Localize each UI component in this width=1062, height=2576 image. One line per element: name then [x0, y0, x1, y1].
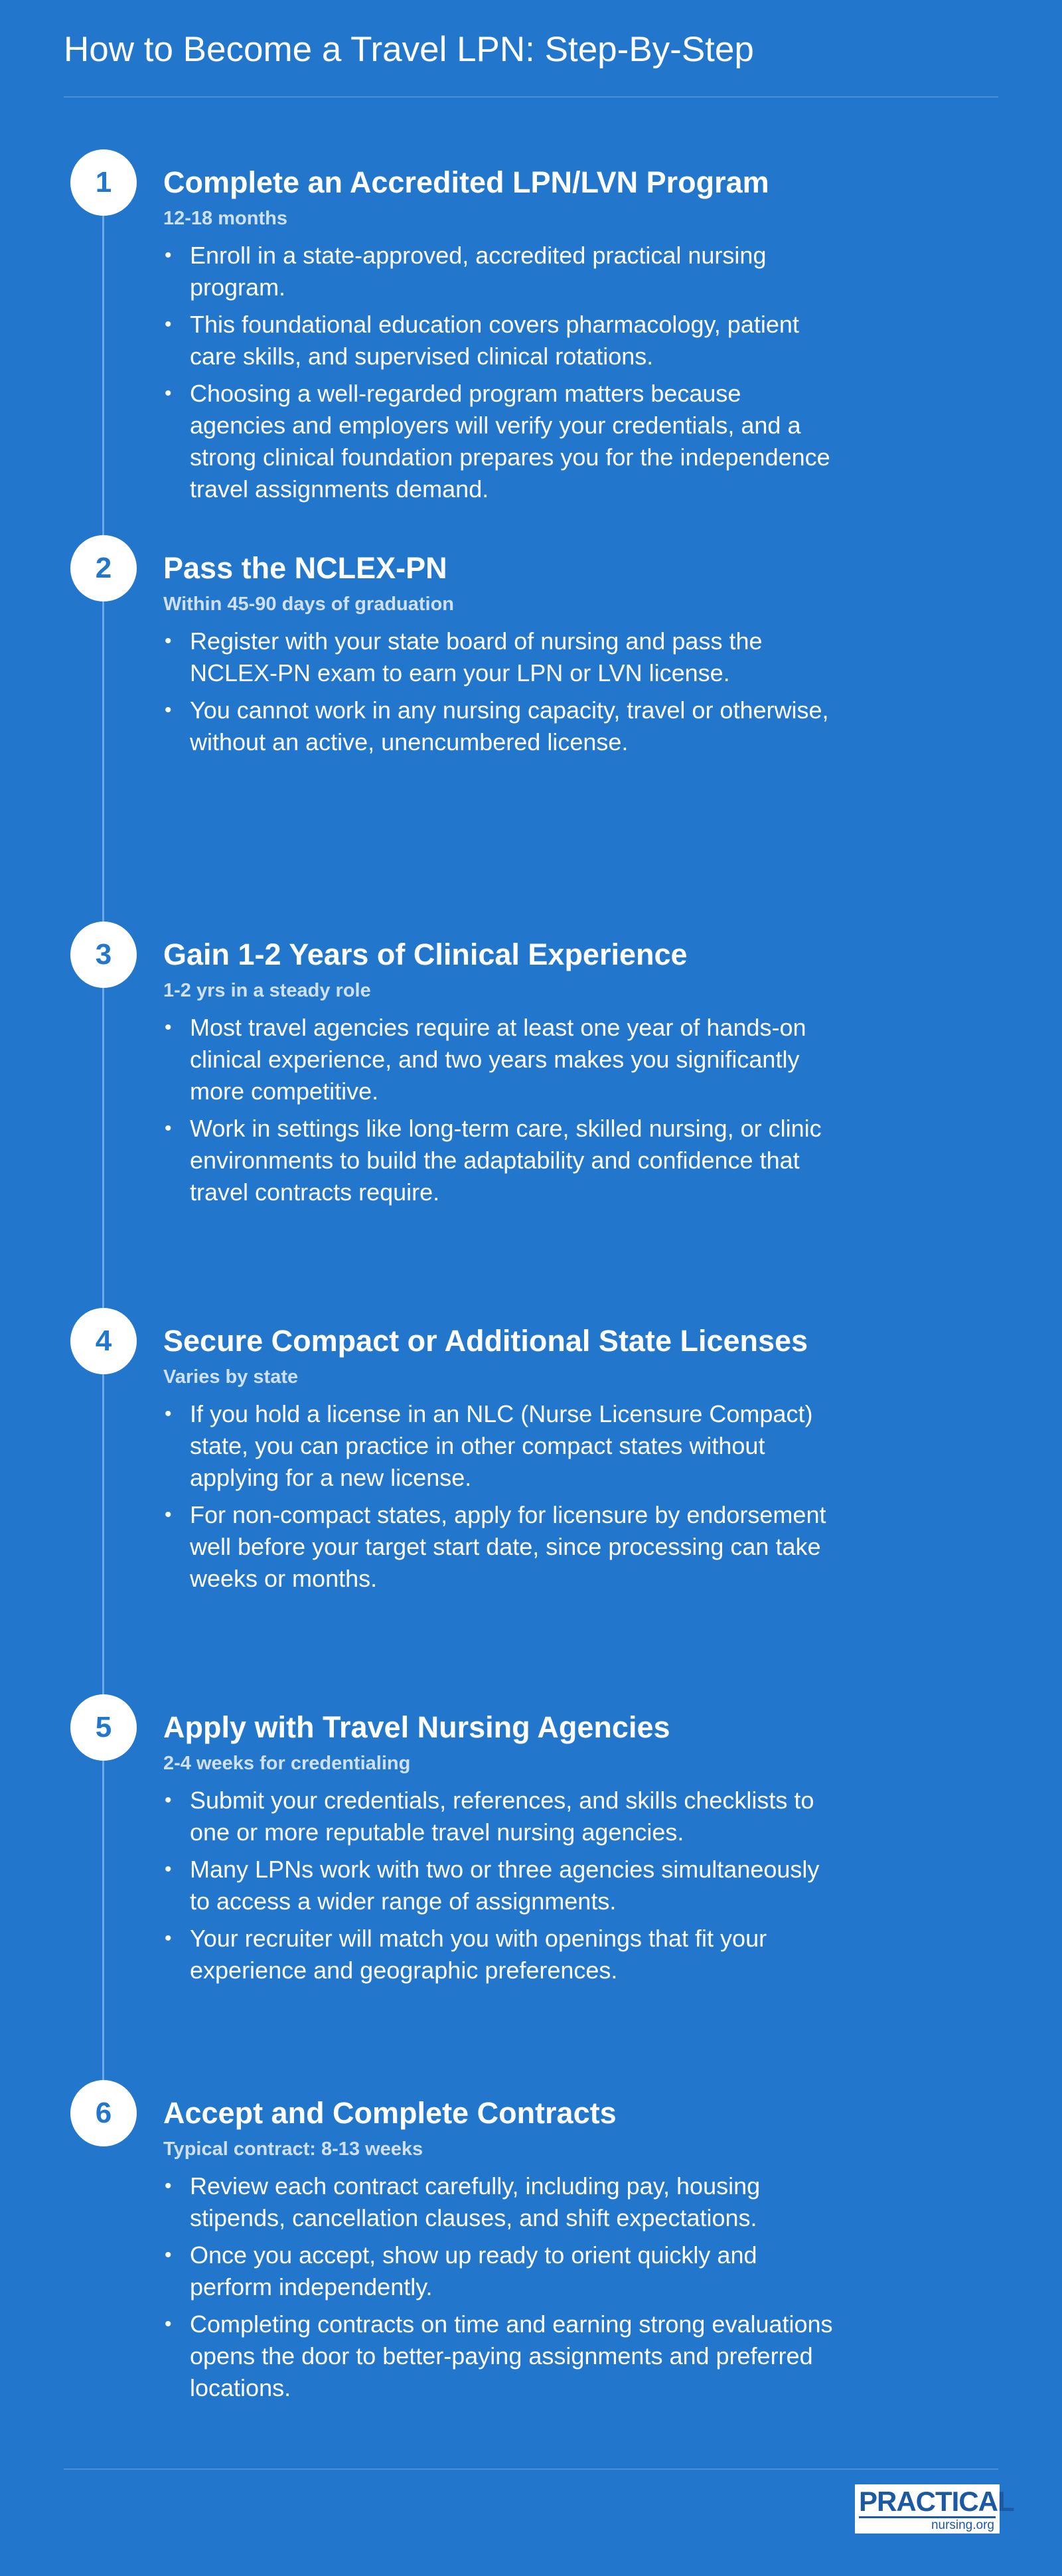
bullet-dot-icon: • [165, 1117, 172, 1139]
bullet-item [163, 694, 840, 758]
bullet-item [163, 1398, 840, 1494]
bullet-dot-icon: • [165, 244, 172, 266]
bullet-dot-icon: • [165, 2175, 172, 2197]
bullet-item [163, 1785, 840, 1848]
step-title: Pass the NCLEX-PN [163, 551, 447, 585]
step-bullet-list [163, 625, 840, 764]
bullet-dot-icon: • [165, 1789, 172, 1811]
bullet-item [163, 2308, 840, 2404]
logo-main-text: PRACTICAL [859, 2486, 1014, 2517]
step-bullet-list [163, 1398, 840, 1600]
step-title: Accept and Complete Contracts [163, 2096, 617, 2130]
bullet-item [163, 309, 840, 372]
step-bullet-list [163, 2170, 840, 2409]
bullet-dot-icon: • [165, 2313, 172, 2335]
step-number-badge: 6 [70, 2080, 137, 2146]
bullet-item [163, 2170, 840, 2234]
step-duration: 12-18 months [163, 208, 287, 229]
bullet-item [163, 1854, 840, 1917]
bullet-dot-icon: • [165, 1504, 172, 1526]
bullet-dot-icon: • [165, 1016, 172, 1038]
step-number-badge: 4 [70, 1308, 137, 1374]
bullet-dot-icon: • [165, 313, 172, 335]
bullet-dot-icon: • [165, 1403, 172, 1425]
bullet-item [163, 625, 840, 689]
bullet-text: Work in settings like long-term care, skilled nursing, or clinic environments to build the adaptability and confidence that travel contracts require. [190, 1115, 822, 1206]
step-bullet-list [163, 240, 840, 511]
bullet-text: If you hold a license in an NLC (Nurse Licensure Compact) state, you can practice in other compact states without applying for a new license. [190, 1400, 813, 1491]
step-number-badge: 3 [70, 922, 137, 988]
bullet-text: Once you accept, show up ready to orient quickly and perform independently. [190, 2241, 757, 2300]
step-duration: Varies by state [163, 1366, 299, 1388]
bullet-item [163, 1923, 840, 1986]
bullet-text: Most travel agencies require at least one year of hands-on clinical experience, and two years makes you significantly more competitive. [190, 1014, 806, 1105]
bullet-text: Choosing a well-regarded program matters because agencies and employers will verify your credentials, and a strong clinical foundation prepares you for the independence travel assignments demand. [190, 380, 830, 503]
header-divider [64, 96, 998, 98]
bullet-text: Submit your credentials, references, and skills checklists to one or more reputable travel nursing agencies. [190, 1787, 814, 1846]
step-duration: Within 45-90 days of graduation [163, 594, 455, 615]
bullet-item [163, 378, 840, 505]
bullet-text: Enroll in a state-approved, accredited practical nursing program. [190, 242, 767, 301]
bullet-text: For non-compact states, apply for licensure by endorsement well before your target start date, since processing can take weeks or months. [190, 1501, 826, 1592]
step-number-badge: 2 [70, 535, 137, 602]
page-title: How to Become a Travel LPN: Step-By-Step [64, 30, 754, 69]
bullet-dot-icon: • [165, 630, 172, 652]
step-title: Apply with Travel Nursing Agencies [163, 1710, 670, 1744]
bullet-dot-icon: • [165, 2244, 172, 2266]
step-number-badge: 5 [70, 1694, 137, 1761]
bullet-text: Completing contracts on time and earning strong evaluations opens the door to better-paying assignments and preferred locations. [190, 2310, 833, 2401]
step-duration: Typical contract: 8-13 weeks [163, 2138, 423, 2160]
step-bullet-list [163, 1785, 840, 1992]
bullet-item [163, 2239, 840, 2303]
bullet-item [163, 1012, 840, 1107]
step-title: Secure Compact or Additional State Licenses [163, 1324, 808, 1358]
bullet-text: This foundational education covers pharmacology, patient care skills, and supervised clinical rotations. [190, 311, 799, 370]
bullet-item [163, 240, 840, 303]
bullet-dot-icon: • [165, 382, 172, 404]
footer-divider [64, 2468, 998, 2470]
step-bullet-list [163, 1012, 840, 1214]
bullet-text: Register with your state board of nursing and pass the NCLEX-PN exam to earn your LPN or LVN license. [190, 627, 763, 686]
step-title: Gain 1-2 Years of Clinical Experience [163, 937, 688, 971]
step-title: Complete an Accredited LPN/LVN Program [163, 165, 769, 199]
bullet-item [163, 1113, 840, 1208]
timeline-line [102, 179, 104, 2115]
step-duration: 1-2 yrs in a steady role [163, 980, 371, 1001]
bullet-dot-icon: • [165, 1858, 172, 1880]
step-number-badge: 1 [70, 149, 137, 216]
bullet-dot-icon: • [165, 699, 172, 721]
bullet-item [163, 1499, 840, 1595]
bullet-dot-icon: • [165, 1927, 172, 1949]
step-duration: 2-4 weeks for credentialing [163, 1753, 411, 1774]
logo-sub-text: nursing.org [931, 2518, 994, 2532]
bullet-text: Many LPNs work with two or three agencies simultaneously to access a wider range of assignments. [190, 1856, 820, 1915]
practical-nursing-logo [855, 2484, 1014, 2534]
bullet-text: Review each contract carefully, including pay, housing stipends, cancellation clauses, and shift expectations. [190, 2172, 761, 2231]
bullet-text: You cannot work in any nursing capacity, travel or otherwise, without an active, unencumbered license. [190, 696, 829, 756]
bullet-text: Your recruiter will match you with openings that fit your experience and geographic preferences. [190, 1925, 767, 1984]
